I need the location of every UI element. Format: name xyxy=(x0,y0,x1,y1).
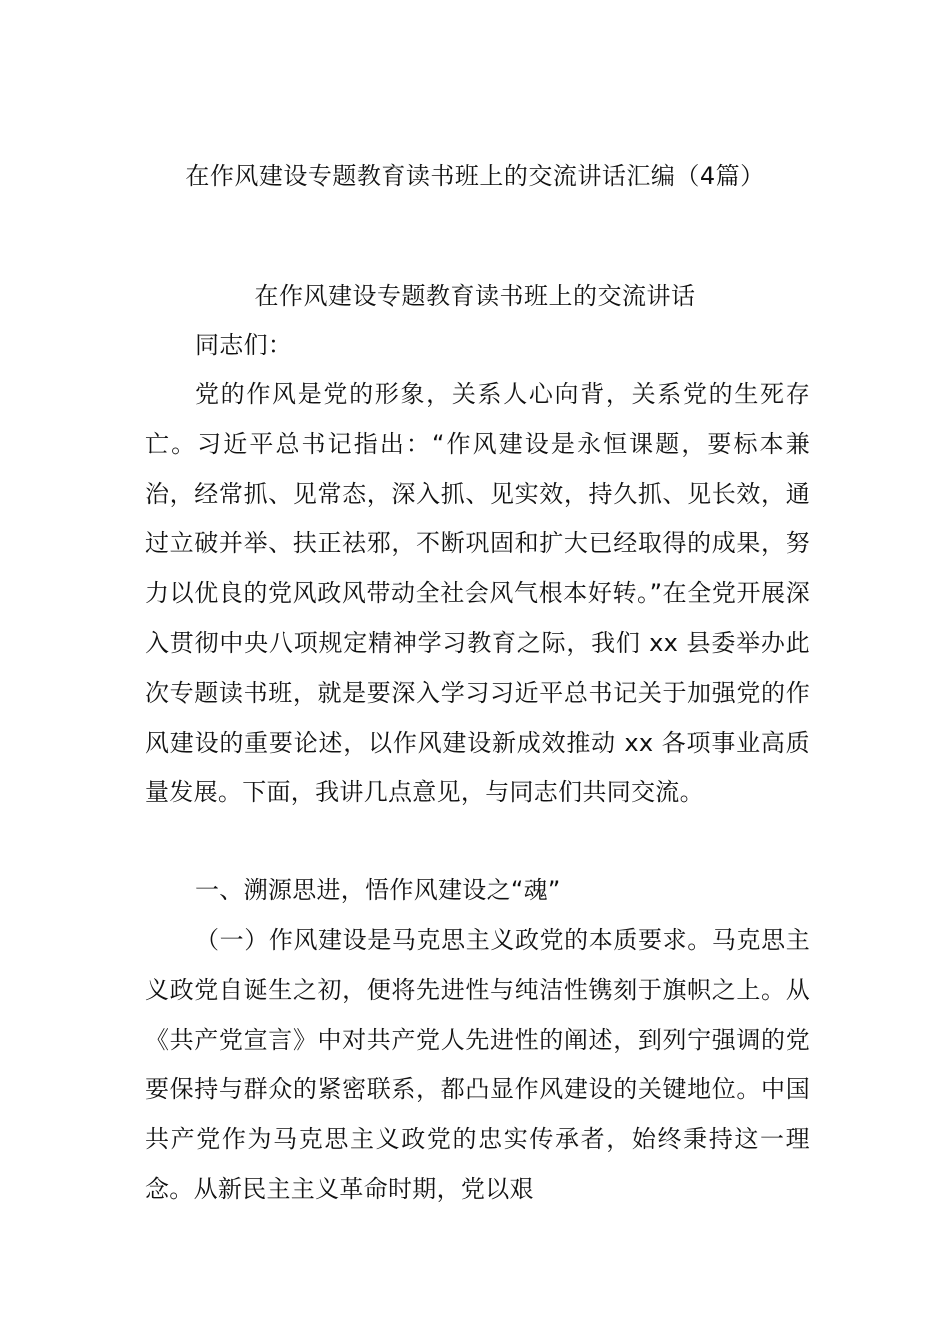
salutation: 同志们： xyxy=(195,331,293,359)
section-title: 在作风建设专题教育读书班上的交流讲话 xyxy=(254,282,696,310)
heading-1: 一、溯源思进，悟作风建设之“魂” xyxy=(195,876,561,904)
paragraph-2: （一）作风建设是马克思主义政党的本质要求。马克思主义政党自诞生之初，便将先进性与纯洁性镌刻于旗帜之上。从《共产党宣言》中对共产党人先进性的阐述，到列宁强调的党要保持与群众的紧密联系，都凸显作风建设的关键地位。中国共产党作为马克思主义政党的忠实传承者，始终秉持这一理念。从新民主主义革命时期，党以艰 xyxy=(145,926,810,1203)
document-title: 在作风建设专题教育读书班上的交流讲话汇编（4篇） xyxy=(185,162,765,190)
paragraph-1: 党的作风是党的形象，关系人心向背，关系党的生死存亡。习近平总书记指出：“作风建设是永恒课题，要标本兼治，经常抓、见常态，深入抓、见实效，持久抓、见长效，通过立破并举、扶正祛邪，不断巩固和扩大已经取得的成果，努力以优良的党风政风带动全社会风气根本好转。”在全党开展深入贯彻中央八项规定精神学习教育之际，我们 xx 县委举办此次专题读书班，就是要深入学习习近平总书记关于加强党的作风建设的重要论述，以作风建设新成效推动 xx 各项事业高质量发展。下面，我讲几点意见，与同志们共同交流。 xyxy=(145,380,810,807)
